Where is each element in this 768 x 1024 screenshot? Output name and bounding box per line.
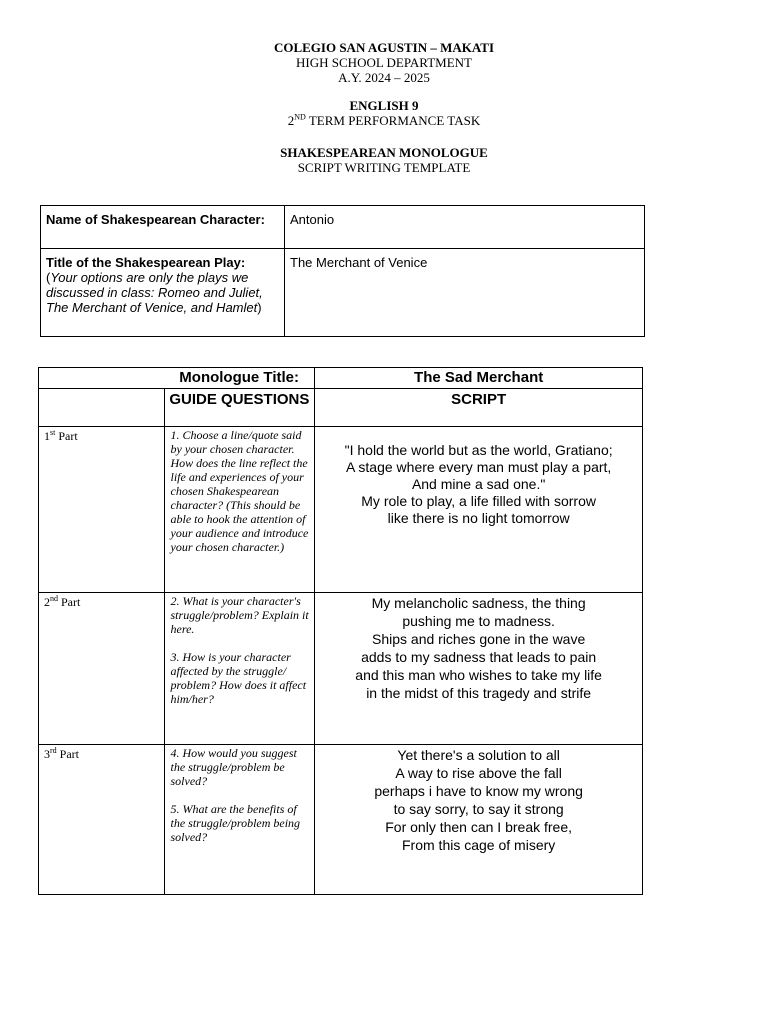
school-header [0,40,768,85]
play-row [41,249,645,337]
script-line: pushing me to madness. [402,613,555,629]
play-note-text: Your options are only the plays we discussed in class: Romeo and Juliet, The Merchant of Venice, and Hamlet [46,270,263,315]
term-rest: TERM PERFORMANCE TASK [305,113,481,128]
empty-corner-cell [39,368,165,389]
part-3-sup: rd [50,746,57,755]
part-1-sup: st [50,428,56,437]
script-header: SCRIPT [315,389,643,427]
script-line: From this cage of misery [402,837,556,853]
script-line: perhaps i have to know my wrong [374,783,583,799]
part-1-label [39,427,165,593]
script-line: A way to rise above the fall [395,765,562,781]
academic-year: A.Y. 2024 – 2025 [338,70,430,85]
subject-name: ENGLISH 9 [349,98,419,113]
script-line: For only then can I break free, [385,819,573,835]
script-line: My role to play, a life filled with sorrow [361,493,596,509]
part-2-label [39,593,165,745]
subject-header [0,98,768,128]
part-3-row [39,745,643,895]
part-1-script [315,427,643,593]
script-line: to say sorry, to say it strong [393,801,564,817]
script-line: And mine a sad one." [411,476,546,492]
part-2-questions [164,593,315,745]
part-2-word: Part [58,595,81,609]
play-note [46,270,279,315]
part-1-row [39,427,643,593]
term-number: 2 [287,113,295,128]
script-line: adds to my sadness that leads to pain [361,649,597,665]
play-label: Title of the Shakespearean Play: [46,255,246,270]
question-5: 5. What are the benefits of the struggle/problem being solved? [170,802,301,844]
part-3-word: Part [56,747,80,761]
header-row [39,389,643,427]
task-subtitle: SCRIPT WRITING TEMPLATE [297,160,471,175]
script-line: My melancholic sadness, the thing [371,595,586,611]
script-line: Yet there's a solution to all [397,747,560,763]
school-name: COLEGIO SAN AGUSTIN – MAKATI [273,40,495,55]
part-3-label [39,745,165,895]
department-name: HIGH SCHOOL DEPARTMENT [296,55,472,70]
part-1-word: Part [55,429,78,443]
part-header-cell [39,389,165,427]
script-line: and this man who wishes to take my life [355,667,602,683]
character-label: Name of Shakespearean Character: [41,206,285,249]
script-line: like there is no light tomorrow [387,510,570,526]
part-1-num: 1 [44,429,50,443]
guide-questions-header: GUIDE QUESTIONS [164,389,315,427]
part-2-script [315,593,643,745]
term-sup: ND [294,112,306,122]
play-value: The Merchant of Venice [285,249,645,337]
info-table [40,205,645,337]
script-line: A stage where every man must play a part, [345,459,612,475]
question-1: 1. Choose a line/quote said by your chosen character. How does the line reflect the life and experiences of your chosen Shakespearean character? (This should be able to hook the attention of your audience and introduce your chosen character.) [170,428,309,554]
character-row [41,206,645,249]
monologue-title-label: Monologue Title: [164,368,315,389]
character-value: Antonio [285,206,645,249]
monologue-title-row [39,368,643,389]
script-line: "I hold the world but as the world, Gratiano; [344,442,613,458]
part-1-questions [164,427,315,593]
task-header [0,145,768,175]
play-label-cell [41,249,285,337]
script-line: in the midst of this tragedy and strife [366,685,592,701]
play-note-open: ( [46,270,51,285]
play-note-close: ) [257,300,262,315]
part-3-questions [164,745,315,895]
question-3: 3. How is your character affected by the struggle/ problem? How does it affect him/her? [170,650,307,706]
task-title: SHAKESPEAREAN MONOLOGUE [280,145,488,160]
part-3-num: 3 [44,747,50,761]
part-3-script [315,745,643,895]
part-2-num: 2 [44,595,50,609]
part-2-sup: nd [50,594,58,603]
monologue-table [38,367,643,895]
term-title [0,113,768,128]
script-line: Ships and riches gone in the wave [372,631,586,647]
part-2-row [39,593,643,745]
monologue-title-value: The Sad Merchant [315,368,643,389]
question-2: 2. What is your character's struggle/problem? Explain it here. [170,594,309,636]
question-4: 4. How would you suggest the struggle/problem be solved? [170,746,297,788]
